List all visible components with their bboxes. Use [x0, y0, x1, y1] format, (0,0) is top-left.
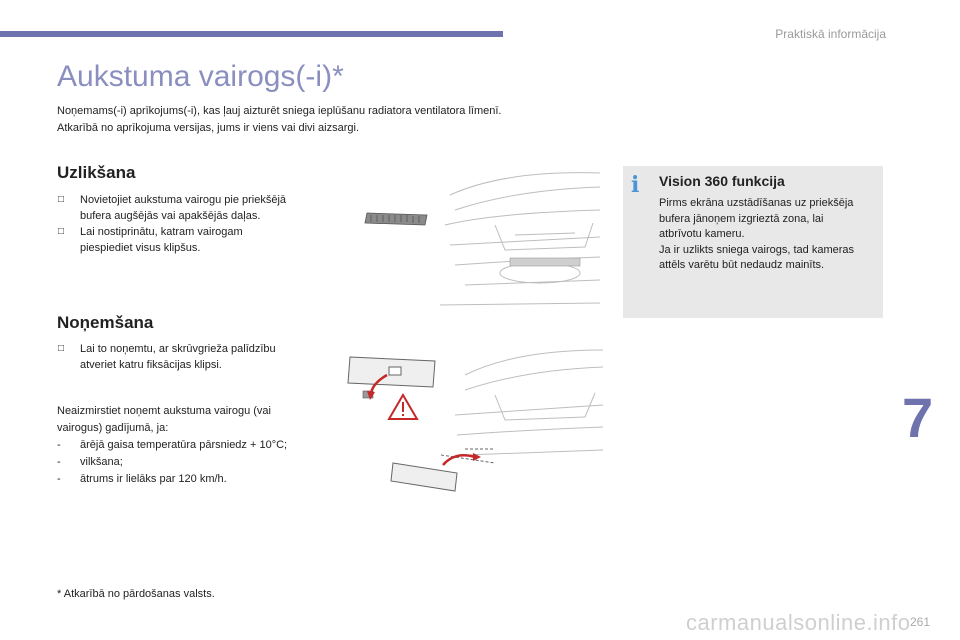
list-item: □ Novietojiet aukstuma vairogu pie priekšējā bufera augšējās vai apakšējās daļas.: [58, 194, 287, 222]
info-box: [623, 166, 883, 318]
fitting-heading: Uzlikšana: [57, 163, 136, 182]
warning-note: Neaizmirstiet noņemt aukstuma vairogu (vai vairogus) gadījumā, ja: - ārējā gaisa temperatūra pārsniedz + 10°C; - vilkšana; - ātrums ir lielāks par 120 km/h.: [57, 403, 287, 488]
section-label: Praktiskā informācija: [775, 27, 886, 41]
footnote: * Atkarībā no pārdošanas valsts.: [57, 588, 215, 600]
condition-item: - vilkšana;: [57, 456, 123, 468]
square-bullet-icon: □: [58, 343, 65, 354]
fitting-list: [57, 192, 286, 256]
info-icon: i: [631, 172, 640, 198]
watermark-text: carmanualsonline.info: [686, 610, 911, 635]
intro-line: Atkarībā no aprīkojuma versijas, jums ir viens vai divi aizsargi.: [57, 122, 360, 134]
removed-shield-bottom: [391, 463, 457, 491]
info-box-title: Vision 360 funkcija: [659, 173, 785, 189]
header-accent-bar: [0, 31, 503, 37]
page-number: 261: [909, 615, 930, 629]
intro-line: Noņemams(-i) aprīkojums(-i), kas ļauj aizturēt sniega ieplūšanu radiatora ventilatora līmenī.: [57, 105, 502, 117]
chapter-number: 7: [902, 386, 934, 449]
removal-heading: Noņemšana: [57, 313, 154, 332]
warning-triangle-icon: [389, 395, 417, 419]
condition-item: - ātrums ir lielāks par 120 km/h.: [57, 473, 227, 485]
list-item: □ Lai to noņemtu, ar skrūvgrieža palīdzību atveriet katru fiksācijas klipsi.: [58, 343, 276, 371]
page-title: Aukstuma vairogs(-i)*: [57, 60, 344, 93]
removal-list: [57, 341, 276, 373]
intro-text: [57, 103, 501, 137]
list-item: □ Lai nostiprinātu, katram vairogam piespiediet visus klipšus.: [58, 226, 243, 254]
info-box-text: Pirms ekrāna uzstādīšanas uz priekšēja bufera jānoņem izgrieztā zona, lai atbrīvotu kameru. Ja ir uzlikts sniega vairogs, tad kameras attēls varētu būt nedaudz mainīts.: [659, 197, 855, 271]
square-bullet-icon: □: [58, 226, 65, 237]
snow-shield-part: [365, 213, 427, 225]
condition-item: - ārējā gaisa temperatūra pārsniedz + 10°C;: [57, 439, 288, 451]
removal-illustration: [345, 345, 607, 495]
removed-shield-top: [348, 357, 435, 387]
square-bullet-icon: □: [58, 194, 65, 205]
fitting-illustration: [355, 165, 603, 317]
